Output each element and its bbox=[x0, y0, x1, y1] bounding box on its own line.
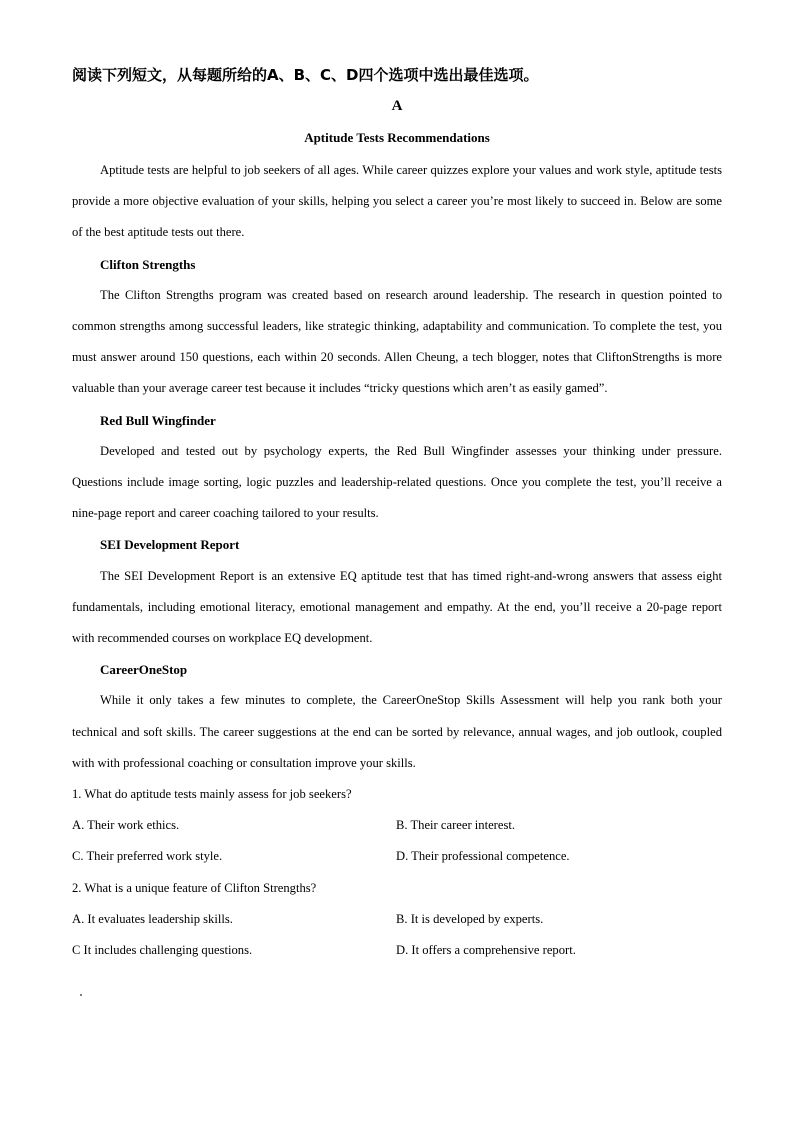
option-row bbox=[72, 841, 722, 872]
option-row bbox=[72, 904, 722, 935]
option-c: C It includes challenging questions. bbox=[72, 943, 253, 958]
option-b: B. It is developed by experts. bbox=[396, 911, 544, 926]
section-heading: Clifton Strengths bbox=[100, 256, 196, 272]
option-b: B. Their career interest. bbox=[396, 818, 516, 833]
section-heading: SEI Development Report bbox=[100, 537, 240, 553]
option-row bbox=[72, 935, 722, 966]
section-paragraph: The SEI Development Report is an extensive EQ aptitude test that has timed right-and-wrong answers that assess eight fundamentals, including emotional literacy, emotional management and empathy. At the end, you’ll receive a 20-page report with recommended courses on workplace EQ development. bbox=[72, 568, 722, 646]
section-heading: CareerOneStop bbox=[100, 662, 188, 678]
intro-paragraph: Aptitude tests are helpful to job seekers of all ages. While career quizzes explore your values and work style, aptitude tests provide a more objective evaluation of your skills, helping you select a career you’re most likely to succeed in. Below are some of the best aptitude tests out there. bbox=[72, 163, 722, 240]
option-c: C. Their preferred work style. bbox=[72, 849, 223, 864]
option-a: A. Their work ethics. bbox=[72, 818, 180, 833]
section-label: A bbox=[391, 98, 403, 114]
section-heading: Red Bull Wingfinder bbox=[100, 412, 216, 428]
option-a: A. It evaluates leadership skills. bbox=[72, 911, 233, 926]
passage-body bbox=[72, 155, 722, 966]
option-d: D. It offers a comprehensive report. bbox=[396, 943, 576, 958]
option-d: D. Their professional competence. bbox=[396, 849, 570, 864]
passage-title: Aptitude Tests Recommendations bbox=[304, 130, 490, 145]
instruction-text: 阅读下列短文，从每题所给的A、B、C、D四个选项中选出最佳选项。 bbox=[72, 66, 539, 84]
section-paragraph: While it only takes a few minutes to complete, the CareerOneStop Skills Assessment will help you rank both your technical and soft skills. The career suggestions at the end can be sorted by relevance, annual wages, and job outlook, coupled with with professional coaching or consultation improve your skills. bbox=[72, 693, 722, 770]
question-stem: 1. What do aptitude tests mainly assess for job seekers? bbox=[72, 787, 352, 802]
section-paragraph: The Clifton Strengths program was created based on research around leadership. The research in question pointed to common strengths among successful leaders, like strategic thinking, adaptability and communication. To complete the test, you must answer around 150 questions, each within 20 seconds. Allen Cheung, a tech blogger, notes that CliftonStrengths is more valuable than your average career test because it includes “tricky questions which aren’t as easily gamed”. bbox=[72, 287, 722, 396]
stray-mark bbox=[80, 994, 82, 996]
question-stem: 2. What is a unique feature of Clifton Strengths? bbox=[72, 880, 317, 895]
option-row bbox=[72, 810, 722, 841]
section-paragraph: Developed and tested out by psychology experts, the Red Bull Wingfinder assesses your thinking under pressure. Questions include image sorting, logic puzzles and leadership-related questions. Once you complete the test, you’ll receive a nine-page report and career coaching tailored to your results. bbox=[72, 443, 722, 521]
